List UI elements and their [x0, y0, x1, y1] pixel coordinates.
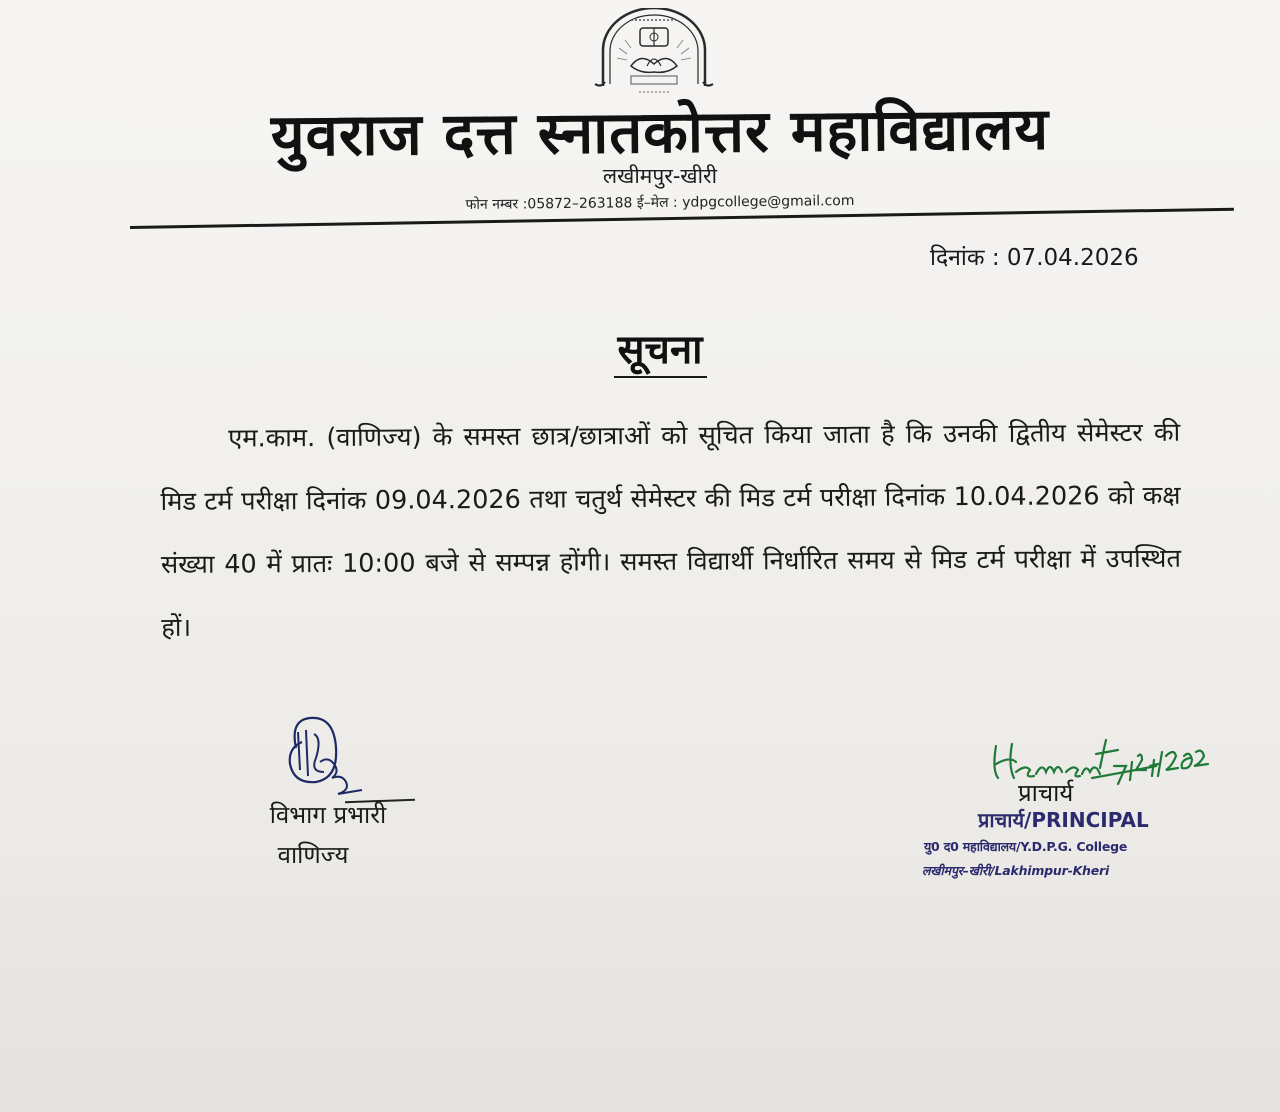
stamp-college: यु0 द0 महाविद्यालय/Y.D.P.G. College: [924, 839, 1128, 854]
college-city: लखीमपुर-खीरी: [602, 164, 718, 188]
contact-line: फोन नम्बर :05872–263188 ई–मेल : ydpgcollege@gmail.com: [465, 192, 855, 214]
notice-body: एम.काम. (वाणिज्य) के समस्त छात्र/छात्राओं को सूचित किया जाता है कि उनकी द्वितीय सेमेस्टर की मिड टर्म परीक्षा दिनांक 09.04.2026 तथा चतुर्थ सेमेस्टर की मिड टर्म परीक्षा दिनांक 10.04.2026 को कक्ष संख्या 40 में प्रातः 10:00 बजे से सम्पन्न होंगी। समस्त विद्यार्थी निर्धारित समय से मिड टर्म परीक्षा में उपस्थित हों।: [160, 417, 1182, 643]
notice-title: सूचना: [614, 326, 707, 378]
college-emblem-icon: [591, 8, 717, 102]
principal-handwritten-title: प्राचार्य: [1018, 779, 1074, 807]
department-head-signature-icon: [276, 708, 366, 808]
stamp-city: लखीमपुर–खीरी/Lakhimpur-Kheri: [922, 863, 1110, 878]
principal-stamp: [920, 806, 1210, 882]
department-name: वाणिज्य: [277, 841, 349, 869]
notice-date: दिनांक : 07.04.2026: [930, 245, 1139, 271]
notice-title-wrap: [590, 326, 730, 378]
department-head-designation: विभाग प्रभारी: [269, 801, 387, 829]
stamp-title: प्राचार्य/PRINCIPAL: [978, 808, 1149, 832]
college-name: युवराज दत्त स्नातकोत्तर महाविद्यालय: [270, 94, 1050, 170]
